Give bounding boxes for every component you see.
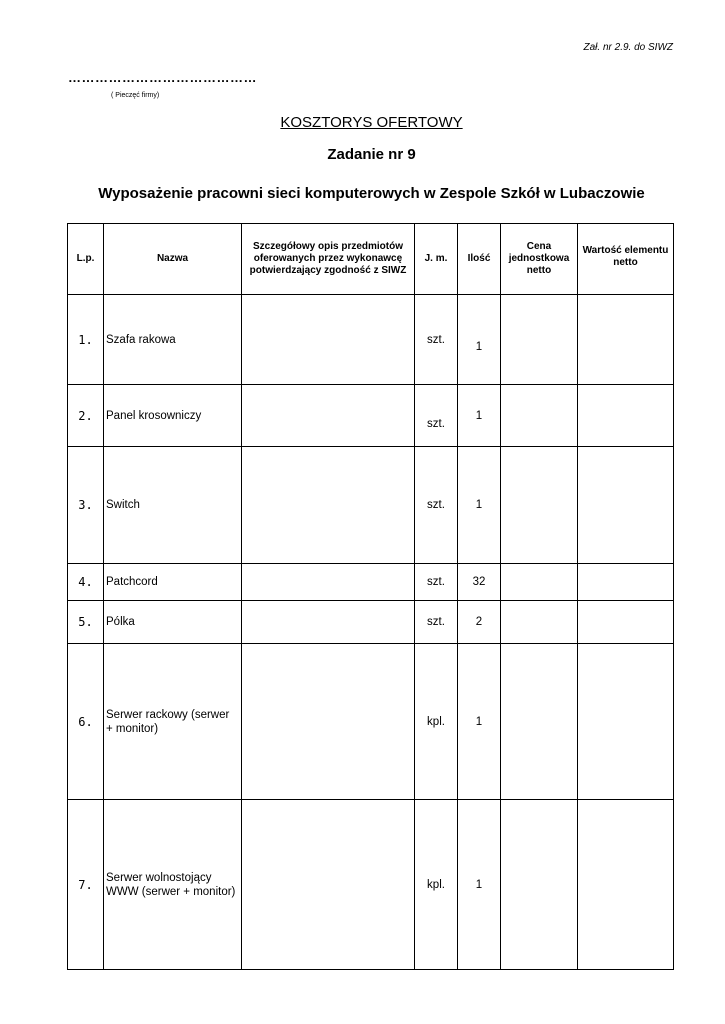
row-quantity: 32 xyxy=(458,564,501,601)
stamp-dotted-line: …………………………………… xyxy=(68,70,257,85)
row-quantity: 1 xyxy=(458,385,501,447)
row-unit-price-cell[interactable] xyxy=(501,601,578,644)
row-unit-price-cell[interactable] xyxy=(501,385,578,447)
row-value-cell[interactable] xyxy=(578,295,674,385)
row-lp: 5. xyxy=(68,601,104,644)
row-value-cell[interactable] xyxy=(578,644,674,800)
row-lp: 4. xyxy=(68,564,104,601)
document-title: KOSZTORYS OFERTOWY xyxy=(280,114,463,131)
row-value-cell[interactable] xyxy=(578,447,674,564)
row-unit: szt. xyxy=(415,447,458,564)
header-name: Nazwa xyxy=(104,224,242,295)
row-unit: szt. xyxy=(415,385,458,447)
row-description-cell[interactable] xyxy=(242,644,415,800)
task-number: Zadanie nr 9 xyxy=(327,146,416,163)
row-value-cell[interactable] xyxy=(578,601,674,644)
row-unit: szt. xyxy=(415,601,458,644)
row-value-cell[interactable] xyxy=(578,385,674,447)
row-description-cell[interactable] xyxy=(242,385,415,447)
table-row xyxy=(68,564,674,601)
row-description-cell[interactable] xyxy=(242,447,415,564)
row-name: Patchcord xyxy=(104,564,242,601)
row-unit-price-cell[interactable] xyxy=(501,564,578,601)
row-lp: 6. xyxy=(68,644,104,800)
row-unit: kpl. xyxy=(415,800,458,970)
table-row xyxy=(68,601,674,644)
table-row xyxy=(68,447,674,564)
header-description: Szczegółowy opis przedmiotów oferowanych przez wykonawcę potwierdzający zgodność z SIWZ xyxy=(242,224,415,295)
row-name: Serwer wolnostojący WWW (serwer + monitor) xyxy=(104,800,242,970)
table-row xyxy=(68,385,674,447)
row-name: Szafa rakowa xyxy=(104,295,242,385)
row-description-cell[interactable] xyxy=(242,601,415,644)
row-value-cell[interactable] xyxy=(578,800,674,970)
row-unit: szt. xyxy=(415,564,458,601)
row-quantity: 2 xyxy=(458,601,501,644)
header-unit-price: Cena jednostkowa netto xyxy=(501,224,578,295)
row-name: Panel krosowniczy xyxy=(104,385,242,447)
attachment-label: Zał. nr 2.9. do SIWZ xyxy=(583,42,673,53)
row-unit-price-cell[interactable] xyxy=(501,447,578,564)
row-quantity: 1 xyxy=(458,800,501,970)
table-row xyxy=(68,800,674,970)
row-lp: 1. xyxy=(68,295,104,385)
row-description-cell[interactable] xyxy=(242,564,415,601)
row-lp: 7. xyxy=(68,800,104,970)
row-unit-price-cell[interactable] xyxy=(501,295,578,385)
row-description-cell[interactable] xyxy=(242,800,415,970)
row-lp: 3. xyxy=(68,447,104,564)
task-subject: Wyposażenie pracowni sieci komputerowych w Zespole Szkół w Lubaczowie xyxy=(98,185,645,202)
cost-estimate-table xyxy=(67,223,674,970)
row-quantity: 1 xyxy=(458,447,501,564)
header-quantity: Ilość xyxy=(458,224,501,295)
table-row xyxy=(68,295,674,385)
row-name: Pólka xyxy=(104,601,242,644)
row-lp: 2. xyxy=(68,385,104,447)
header-unit: J. m. xyxy=(415,224,458,295)
row-value-cell[interactable] xyxy=(578,564,674,601)
row-description-cell[interactable] xyxy=(242,295,415,385)
row-unit: kpl. xyxy=(415,644,458,800)
row-quantity: 1 xyxy=(458,295,501,385)
row-quantity: 1 xyxy=(458,644,501,800)
row-unit-price-cell[interactable] xyxy=(501,800,578,970)
table-header-row xyxy=(68,224,674,295)
row-unit: szt. xyxy=(415,295,458,385)
header-lp: L.p. xyxy=(68,224,104,295)
header-value: Wartość elementu netto xyxy=(578,224,674,295)
row-name: Serwer rackowy (serwer + monitor) xyxy=(104,644,242,800)
row-name: Switch xyxy=(104,447,242,564)
stamp-label: ( Pieczęć firmy) xyxy=(111,92,160,99)
table-row xyxy=(68,644,674,800)
row-unit-price-cell[interactable] xyxy=(501,644,578,800)
